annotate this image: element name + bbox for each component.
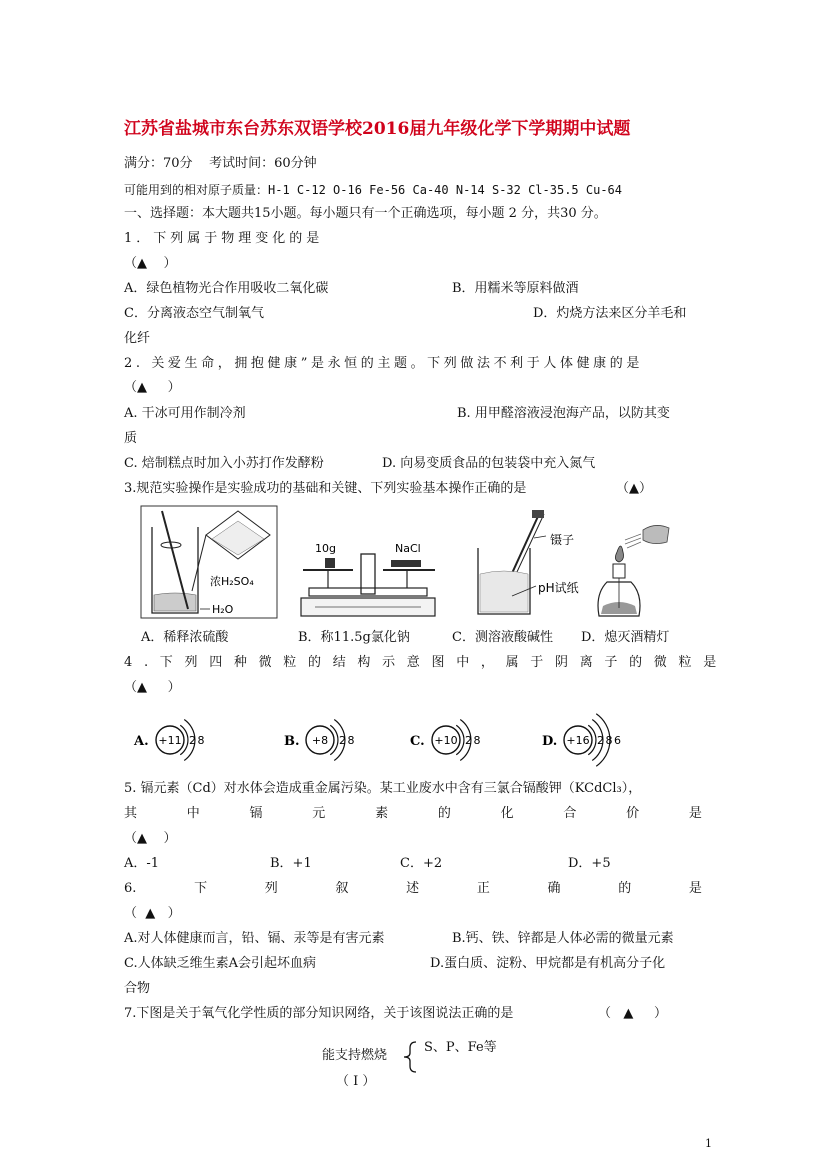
- network-node-label: 能支持燃烧: [322, 1048, 388, 1063]
- page-number: 1: [705, 1137, 712, 1150]
- fig-balance: [295, 540, 445, 622]
- q5-char: 的: [437, 806, 451, 821]
- label-mass: 10g: [315, 542, 336, 555]
- fig-ph-test: [472, 508, 612, 620]
- q5-char: 化: [500, 806, 514, 821]
- q1-option-c: C．分离液态空气制氧气: [124, 306, 264, 321]
- q6-option-d: D.蛋白质、淀粉、甲烷都是有机高分子化: [430, 956, 666, 971]
- q5-option-d: D．+5: [568, 856, 611, 871]
- q6-char: 是: [688, 881, 702, 896]
- nucleus-charge: +8: [311, 734, 329, 747]
- q6-char: 述: [406, 881, 420, 896]
- q6-char: 叙: [335, 881, 349, 896]
- q2-stem: 2. 关爱生命，拥抱健康”是永恒的主题。下列做法不利于人体健康的是: [124, 356, 643, 371]
- q6-char: 6.: [124, 881, 137, 896]
- q2-option-b: B. 用甲醛溶液浸泡海产品，以防其变: [457, 406, 670, 421]
- q5-stem-cont: [124, 806, 702, 822]
- atom-option-letter: C.: [410, 734, 425, 749]
- q6-stem: [124, 881, 702, 897]
- nucleus-charge: +11: [158, 734, 182, 747]
- nucleus-charge: +10: [434, 734, 458, 747]
- q2-option-c: C. 焙制糕点时加入小苏打作发酵粉: [124, 456, 324, 471]
- q6-char: 的: [618, 881, 632, 896]
- nucleus-charge: +16: [566, 734, 590, 747]
- q6-char: 确: [547, 881, 561, 896]
- q2-option-a: A. 干冰可用作制冷剂: [124, 406, 246, 421]
- q1-stem: 1．下列属于物理变化的是: [124, 231, 324, 246]
- q3-option-d: D．熄灭酒精灯: [581, 630, 670, 645]
- label-nacl: NaCl: [395, 542, 421, 555]
- q5-char: 价: [626, 806, 640, 821]
- q6-char: 正: [476, 881, 490, 896]
- q5-char: 其: [124, 806, 138, 821]
- q1-option-d: D．灼烧方法来区分羊毛和: [533, 306, 687, 321]
- electron-counts: 28: [465, 734, 482, 747]
- label-ph-paper: pH试纸: [538, 581, 579, 595]
- q5-stem: 5. 镉元素（Cd）对水体会造成重金属污染。某工业废水中含有三氯合镉酸钾（KCdCl₃），: [124, 781, 642, 796]
- weight-icon: [325, 558, 335, 568]
- balance-beam: [309, 588, 427, 596]
- q6-option-c: C.人体缺乏维生素A会引起坏血病: [124, 956, 317, 971]
- q5-option-a: A．-1: [124, 856, 160, 871]
- label-tweezers: 镊子: [550, 533, 575, 547]
- q5-option-b: B．+1: [270, 856, 312, 871]
- sample-icon: [391, 560, 421, 567]
- electron-counts: 28: [189, 734, 206, 747]
- atom-diagram-b: [282, 712, 392, 768]
- q1-option-d-cont: 化纤: [124, 331, 151, 346]
- score-time: 满分：70分 考试时间：60分钟: [124, 156, 317, 171]
- fig-dilute-acid: [140, 505, 280, 620]
- q5-option-c: C．+2: [400, 856, 443, 871]
- q7-blank: （ ▲ ）: [598, 1006, 668, 1021]
- atom-diagram-c: [408, 712, 518, 768]
- q6-option-d-cont: 合物: [124, 981, 151, 996]
- q6-option-b: B.钙、铁、锌都是人体必需的微量元素: [452, 931, 674, 946]
- atom-diagram-d: [540, 712, 650, 768]
- q2-option-d: D. 向易变质食品的包装袋中充入氮气: [382, 456, 596, 471]
- q3-option-a: A．稀释浓硫酸: [141, 630, 229, 645]
- label-acid: 浓H₂SO₄: [210, 575, 254, 588]
- q3-option-b: B．称11.5g氯化钠: [298, 630, 410, 645]
- flame-icon: [615, 546, 623, 562]
- q6-char: 下: [194, 881, 208, 896]
- q4-stem: 4.下列四种微粒的结构示意图中，属于阴离子的微粒是: [124, 655, 728, 670]
- q3-blank: （▲）: [616, 481, 652, 496]
- q5-char: 是: [688, 806, 702, 821]
- q3-stem: 3.规范实验操作是实验成功的基础和关键、下列实验基本操作正确的是: [124, 481, 527, 496]
- q6-option-a: A.对人体健康而言，铅、镉、汞等是有害元素: [124, 931, 385, 946]
- q1-option-b: B．用糯米等原料做酒: [452, 281, 579, 296]
- q5-char: 合: [563, 806, 577, 821]
- water-liquid: [154, 593, 196, 611]
- page-title: 江苏省盐城市东台苏东双语学校2016届九年级化学下学期期中试题: [124, 119, 631, 139]
- atom-option-letter: B.: [284, 734, 300, 749]
- brace-icon: [400, 1040, 420, 1074]
- electron-counts: 286: [597, 734, 623, 747]
- q5-char: 中: [186, 806, 200, 821]
- q2-option-b-cont: 质: [124, 431, 138, 446]
- atom-diagram-a: [132, 712, 242, 768]
- network-branch-label: S、P、Fe等: [424, 1040, 497, 1055]
- lamp-neck: [613, 564, 625, 578]
- atom-option-letter: A.: [134, 734, 149, 749]
- atom-option-letter: D.: [542, 734, 558, 749]
- face-icon: [643, 525, 669, 543]
- q3-option-c: C．测溶液酸碱性: [452, 630, 553, 645]
- q5-char: 元: [312, 806, 326, 821]
- q5-char: 镉: [249, 806, 263, 821]
- q5-blank: （▲ ）: [124, 831, 177, 846]
- q1-option-a: A．绿色植物光合作用吸收二氧化碳: [124, 281, 329, 296]
- fig-alcohol-lamp: [595, 518, 675, 622]
- q6-char: 列: [264, 881, 278, 896]
- q6-blank: （ ▲ ）: [124, 906, 181, 921]
- section-heading: 一、选择题：本大题共15小题。每小题只有一个正确选项，每小题 2 分，共30 分。: [124, 206, 607, 221]
- atomic-masses: 可能用到的相对原子质量：H-1 C-12 O-16 Fe-56 Ca-40 N-14 S-32 Cl-35.5 Cu-64: [124, 183, 623, 197]
- electron-counts: 28: [339, 734, 356, 747]
- q1-blank: （▲ ）: [124, 256, 177, 271]
- network-roman-label: （ I ）: [336, 1074, 376, 1089]
- q4-blank: （▲ ）: [124, 680, 181, 695]
- label-water: H₂O: [212, 603, 234, 616]
- q7-stem: 7.下图是关于氧气化学性质的部分知识网络，关于该图说法正确的是: [124, 1006, 514, 1021]
- q2-blank: （▲ ）: [124, 380, 181, 395]
- q5-char: 素: [375, 806, 389, 821]
